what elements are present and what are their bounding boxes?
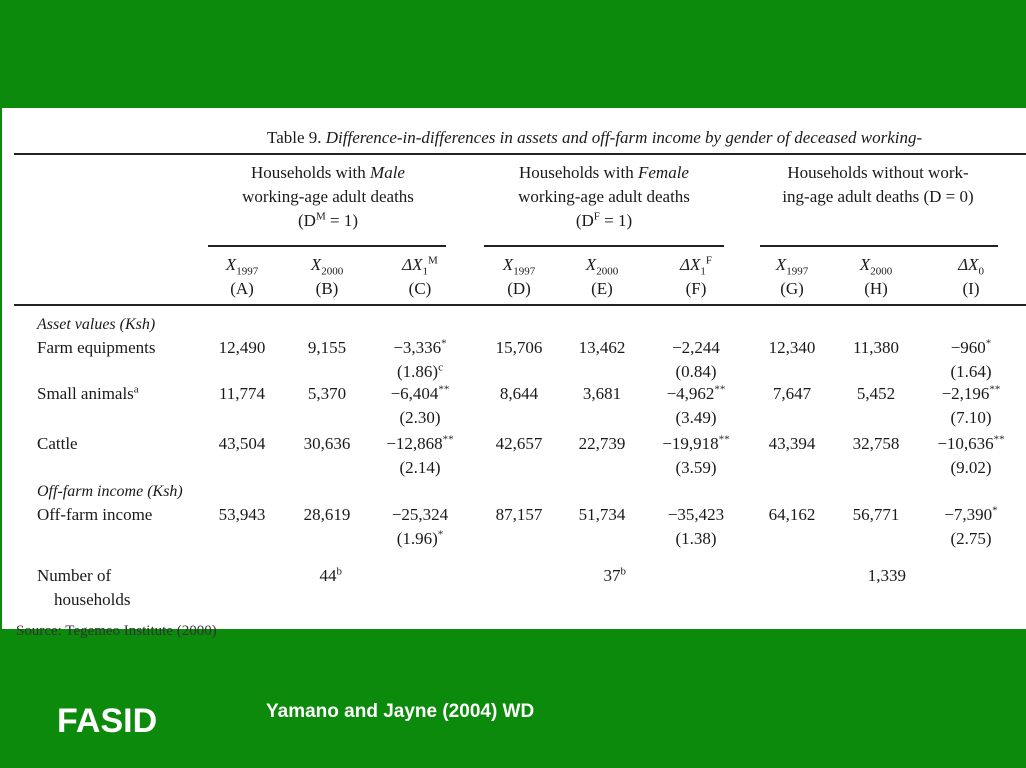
source-line: Source: Tegemeo Institute (2000) — [16, 623, 217, 639]
group-none-rule — [760, 245, 998, 247]
table-image-panel — [0, 108, 1026, 639]
group-none-line2: ing-age adult deaths (D = 0) — [782, 187, 974, 206]
cell-cattle-i: −10,636** — [937, 433, 1005, 453]
cell-small-h: 5,452 — [856, 384, 896, 403]
group-female-line1: Households with Female — [519, 163, 689, 182]
column-head-b: $X_{2000}$ (B) — [310, 255, 344, 298]
footer-org-logo-text: FASID — [57, 702, 158, 740]
cell-small-a: 11,774 — [218, 384, 266, 403]
cell-farm-c: −3,336* — [393, 337, 447, 357]
cell-offfarm-e: 51,734 — [578, 505, 626, 524]
group-male-rule — [208, 245, 446, 247]
column-head-g: $X_{1997}$ (G) — [775, 255, 809, 298]
se-cattle-f: (3.59) — [675, 458, 717, 477]
group-male-line1: Households with Male — [251, 163, 405, 182]
cell-farm-e: 13,462 — [578, 338, 626, 357]
cell-cattle-f: −19,918** — [662, 433, 730, 453]
cell-small-i: −2,196** — [941, 383, 1001, 403]
se-cattle-i: (9.02) — [950, 458, 992, 477]
cell-farm-a: 12,490 — [218, 338, 266, 357]
cell-farm-h: 11,380 — [852, 338, 900, 357]
column-head-e: $X_{2000}$ (E) — [585, 255, 619, 298]
cell-small-c: −6,404** — [390, 383, 450, 403]
cell-offfarm-c: −25,324 — [391, 505, 449, 524]
cell-cattle-b: 30,636 — [303, 434, 351, 453]
footer-citation: Yamano and Jayne (2004) WD — [266, 701, 535, 722]
se-offfarm-f: (1.38) — [675, 529, 717, 548]
cell-cattle-h: 32,758 — [852, 434, 900, 453]
column-head-f: $\Delta X_1^F$ (F) — [680, 254, 712, 298]
se-farm-i: (1.64) — [950, 362, 992, 381]
se-farm-c: $(1.86)^c$ — [397, 361, 443, 381]
households-label-line1: Number of — [37, 566, 112, 585]
table-title: Table 9. Difference-in-differences in assets and off-farm income by gender of deceased working- — [267, 128, 923, 147]
row-label-farm: Farm equipments — [37, 338, 156, 357]
column-head-a: $X_{1997}$ (A) — [225, 255, 259, 298]
cell-small-e: 3,681 — [582, 384, 622, 403]
row-label-offfarm: Off-farm income — [37, 505, 153, 524]
se-cattle-c: (2.14) — [399, 458, 441, 477]
cell-cattle-d: 42,657 — [495, 434, 543, 453]
households-female: 37$^b$ — [603, 565, 626, 585]
cell-cattle-g: 43,394 — [768, 434, 816, 453]
se-offfarm-i: (2.75) — [950, 529, 992, 548]
group-female-rule — [484, 245, 724, 247]
households-label-line2: households — [54, 590, 131, 609]
cell-farm-b: 9,155 — [307, 338, 347, 357]
cell-offfarm-b: 28,619 — [303, 505, 351, 524]
column-head-h: $X_{2000}$ (H) — [859, 255, 893, 298]
header-rule — [14, 304, 1026, 306]
column-head-i: $\Delta X_0$ (I) — [958, 255, 984, 298]
se-small-i: (7.10) — [950, 408, 992, 427]
section-asset-values: Asset values (Ksh) — [37, 316, 156, 333]
cell-offfarm-f: −35,423 — [667, 505, 725, 524]
se-small-f: (3.49) — [675, 408, 717, 427]
cell-offfarm-d: 87,157 — [495, 505, 543, 524]
se-offfarm-c: (1.96)* — [396, 528, 444, 548]
top-rule — [14, 153, 1026, 155]
cell-farm-d: 15,706 — [495, 338, 543, 357]
cell-small-f: −4,962** — [666, 383, 726, 403]
cell-offfarm-h: 56,771 — [852, 505, 900, 524]
row-label-small: Small animals$^a$ — [37, 383, 139, 403]
row-label-cattle: Cattle — [37, 434, 78, 453]
cell-cattle-a: 43,504 — [218, 434, 266, 453]
group-male-line2: working-age adult deaths — [242, 187, 414, 206]
households-none: 1,339 — [867, 566, 906, 585]
cell-small-b: 5,370 — [307, 384, 347, 403]
section-off-farm-income: Off-farm income (Ksh) — [37, 483, 183, 500]
cell-offfarm-i: −7,390* — [944, 504, 998, 524]
se-farm-f: (0.84) — [675, 362, 717, 381]
group-female-line2: working-age adult deaths — [518, 187, 690, 206]
households-male: 44$^b$ — [319, 565, 342, 585]
column-head-d: $X_{1997}$ (D) — [502, 255, 536, 298]
cell-farm-f: −2,244 — [672, 338, 720, 357]
column-head-c: $\Delta X_1^M$ (C) — [402, 254, 438, 298]
group-male-condition: $(D^M = 1)$ — [298, 210, 358, 230]
group-female-condition: $(D^F = 1)$ — [575, 210, 633, 230]
cell-offfarm-a: 53,943 — [218, 505, 266, 524]
cell-small-g: 7,647 — [772, 384, 812, 403]
cell-farm-i: −960* — [950, 337, 992, 357]
cell-farm-g: 12,340 — [768, 338, 816, 357]
cell-cattle-c: −12,868** — [386, 433, 454, 453]
cell-cattle-e: 22,739 — [578, 434, 626, 453]
cell-small-d: 8,644 — [499, 384, 539, 403]
se-small-c: (2.30) — [399, 408, 441, 427]
group-none-line1: Households without work- — [787, 163, 969, 182]
cell-offfarm-g: 64,162 — [768, 505, 816, 524]
